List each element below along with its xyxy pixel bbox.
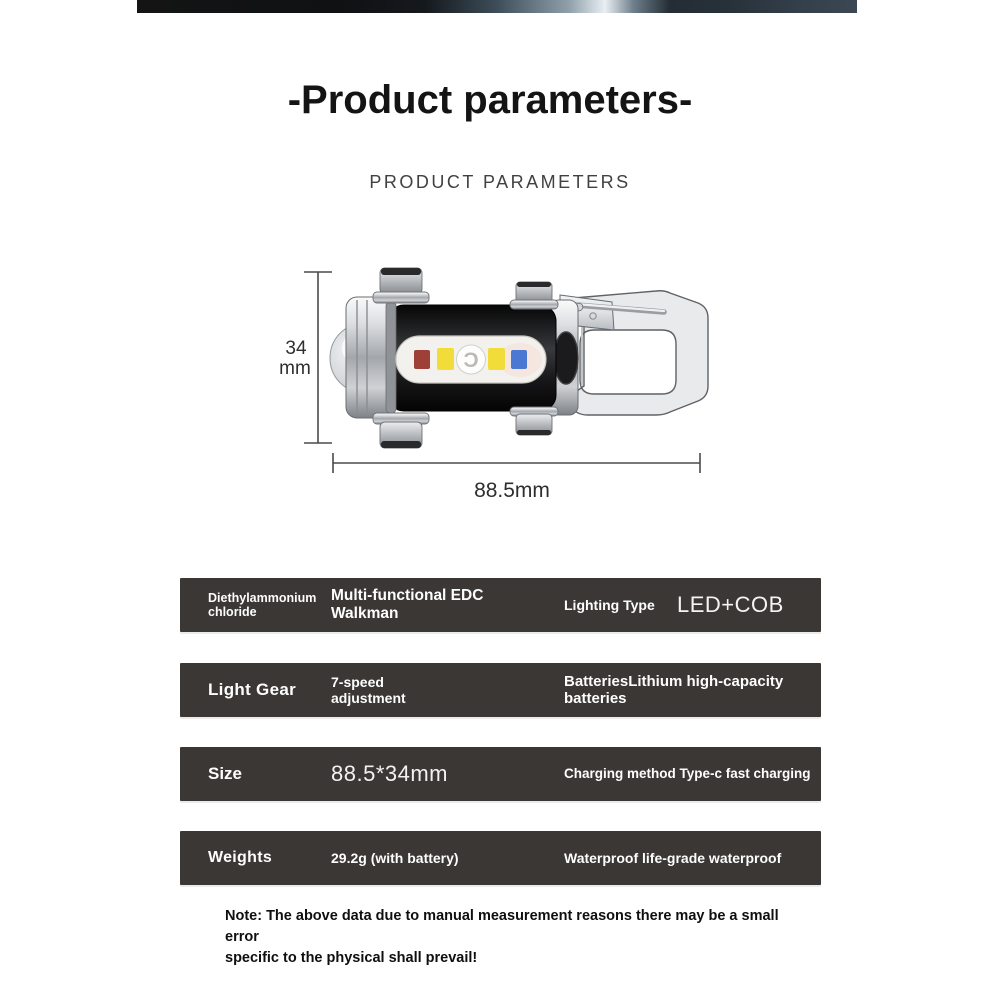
led-panel	[396, 336, 546, 383]
spec-label: Light Gear	[208, 680, 297, 700]
spec-row-lighting	[180, 578, 821, 632]
spec-value-2: LED+COB	[677, 592, 784, 618]
note-line-2: specific to the physical shall prevail!	[225, 950, 478, 966]
spec-value: Multi-functional EDC Walkman	[331, 587, 484, 622]
led-yellow-right	[488, 348, 505, 370]
width-value-label: 88.5mm	[474, 479, 550, 502]
height-unit-label: mm	[279, 358, 311, 379]
spec-row-size	[180, 747, 821, 801]
spec-label-2: Lighting Type	[564, 596, 655, 613]
spec-label: Weights	[208, 848, 273, 866]
spec-row-gears	[180, 663, 821, 717]
bottom-left-knob	[373, 413, 429, 448]
side-button	[554, 332, 578, 384]
spec-label-2: Waterproof life-grade waterproof	[564, 849, 782, 866]
spec-label-2: BatteriesLithium high-capacity batteries	[564, 672, 784, 707]
note-line-1: Note: The above data due to manual measurement reasons there may be a small error	[225, 908, 779, 945]
top-right-knob	[510, 282, 558, 309]
product-dimension-diagram	[260, 250, 740, 510]
height-value-label: 34	[285, 338, 307, 359]
carabiner-clip	[560, 291, 708, 415]
header-photo-strip	[137, 0, 857, 13]
width-dimension-line	[333, 453, 700, 473]
page-subtitle: PRODUCT PARAMETERS	[369, 172, 631, 192]
spec-value: 88.5*34mm	[331, 761, 449, 787]
spec-value: 29.2g (with battery)	[331, 849, 459, 866]
measurement-note	[225, 906, 815, 969]
led-red	[414, 350, 430, 369]
spec-value: 7-speed adjustment	[331, 673, 406, 706]
led-blue	[511, 350, 527, 369]
bottom-right-knob	[510, 407, 558, 435]
spec-row-weight	[180, 831, 821, 885]
brand-logo-letter: C	[463, 349, 479, 372]
top-left-knob	[373, 268, 429, 303]
spec-label: Size	[208, 764, 243, 784]
led-yellow-left	[437, 348, 454, 370]
spec-label-2: Charging method Type-c fast charging	[564, 766, 811, 782]
page-title: -Product parameters-	[287, 78, 693, 122]
spec-label: Diethylammonium chloride	[208, 590, 317, 619]
